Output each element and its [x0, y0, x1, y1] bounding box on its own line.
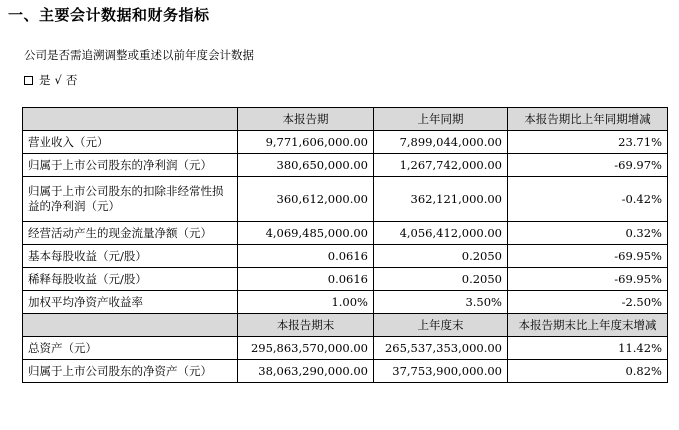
current-value: 1.00% [238, 291, 374, 314]
row-label: 加权平均净资产收益率 [23, 291, 238, 314]
table-row [23, 268, 668, 291]
table-row [23, 245, 668, 268]
header-prior-year-end: 上年度末 [374, 314, 508, 337]
prior-value: 0.2050 [374, 245, 508, 268]
prior-value: 265,537,353,000.00 [374, 337, 508, 360]
current-value: 0.0616 [238, 268, 374, 291]
row-label: 归属于上市公司股东的扣除非经常性损益的净利润（元） [23, 177, 238, 222]
prior-value: 37,753,900,000.00 [374, 360, 508, 383]
table-row [23, 177, 668, 222]
financial-data-table [22, 107, 668, 383]
row-label: 归属于上市公司股东的净资产（元） [23, 360, 238, 383]
prior-value: 3.50% [374, 291, 508, 314]
subheader-blank-cell [23, 314, 238, 337]
change-value: 0.82% [508, 360, 668, 383]
change-value: -0.42% [508, 177, 668, 222]
header-change: 本报告期比上年同期增减 [508, 108, 668, 131]
table-row [23, 222, 668, 245]
header-current-period: 本报告期 [238, 108, 374, 131]
current-value: 4,069,485,000.00 [238, 222, 374, 245]
table-row [23, 291, 668, 314]
table-row [23, 337, 668, 360]
row-label: 营业收入（元） [23, 131, 238, 154]
header-prior-period: 上年同期 [374, 108, 508, 131]
prior-value: 0.2050 [374, 268, 508, 291]
row-label: 总资产（元） [23, 337, 238, 360]
header-blank-cell [23, 108, 238, 131]
current-value: 9,771,606,000.00 [238, 131, 374, 154]
row-label: 归属于上市公司股东的净利润（元） [23, 154, 238, 177]
table-row [23, 360, 668, 383]
prior-value: 7,899,044,000.00 [374, 131, 508, 154]
checkbox-yes [24, 76, 33, 85]
header-period-end: 本报告期末 [238, 314, 374, 337]
restatement-question: 公司是否需追溯调整或重述以前年度会计数据 [24, 48, 254, 62]
header-period-end-change: 本报告期末比上年度末增减 [508, 314, 668, 337]
prior-value: 1,267,742,000.00 [374, 154, 508, 177]
current-value: 38,063,290,000.00 [238, 360, 374, 383]
table-subheader-row [23, 314, 668, 337]
current-value: 380,650,000.00 [238, 154, 374, 177]
table-row [23, 154, 668, 177]
change-value: -69.95% [508, 245, 668, 268]
change-value: -2.50% [508, 291, 668, 314]
change-value: 0.32% [508, 222, 668, 245]
change-value: 11.42% [508, 337, 668, 360]
current-value: 0.0616 [238, 245, 374, 268]
table-header-row [23, 108, 668, 131]
no-label: 否 [65, 73, 78, 87]
table-row [23, 131, 668, 154]
prior-value: 4,056,412,000.00 [374, 222, 508, 245]
section-heading: 一、主要会计数据和财务指标 [8, 6, 210, 24]
restatement-answer [24, 72, 77, 88]
row-label: 经营活动产生的现金流量净额（元） [23, 222, 238, 245]
yes-label: 是 [39, 73, 51, 87]
current-value: 360,612,000.00 [238, 177, 374, 222]
row-label: 基本每股收益（元/股） [23, 245, 238, 268]
row-label: 稀释每股收益（元/股） [23, 268, 238, 291]
change-value: 23.71% [508, 131, 668, 154]
change-value: -69.95% [508, 268, 668, 291]
current-value: 295,863,570,000.00 [238, 337, 374, 360]
change-value: -69.97% [508, 154, 668, 177]
check-mark: √ [54, 73, 62, 87]
prior-value: 362,121,000.00 [374, 177, 508, 222]
